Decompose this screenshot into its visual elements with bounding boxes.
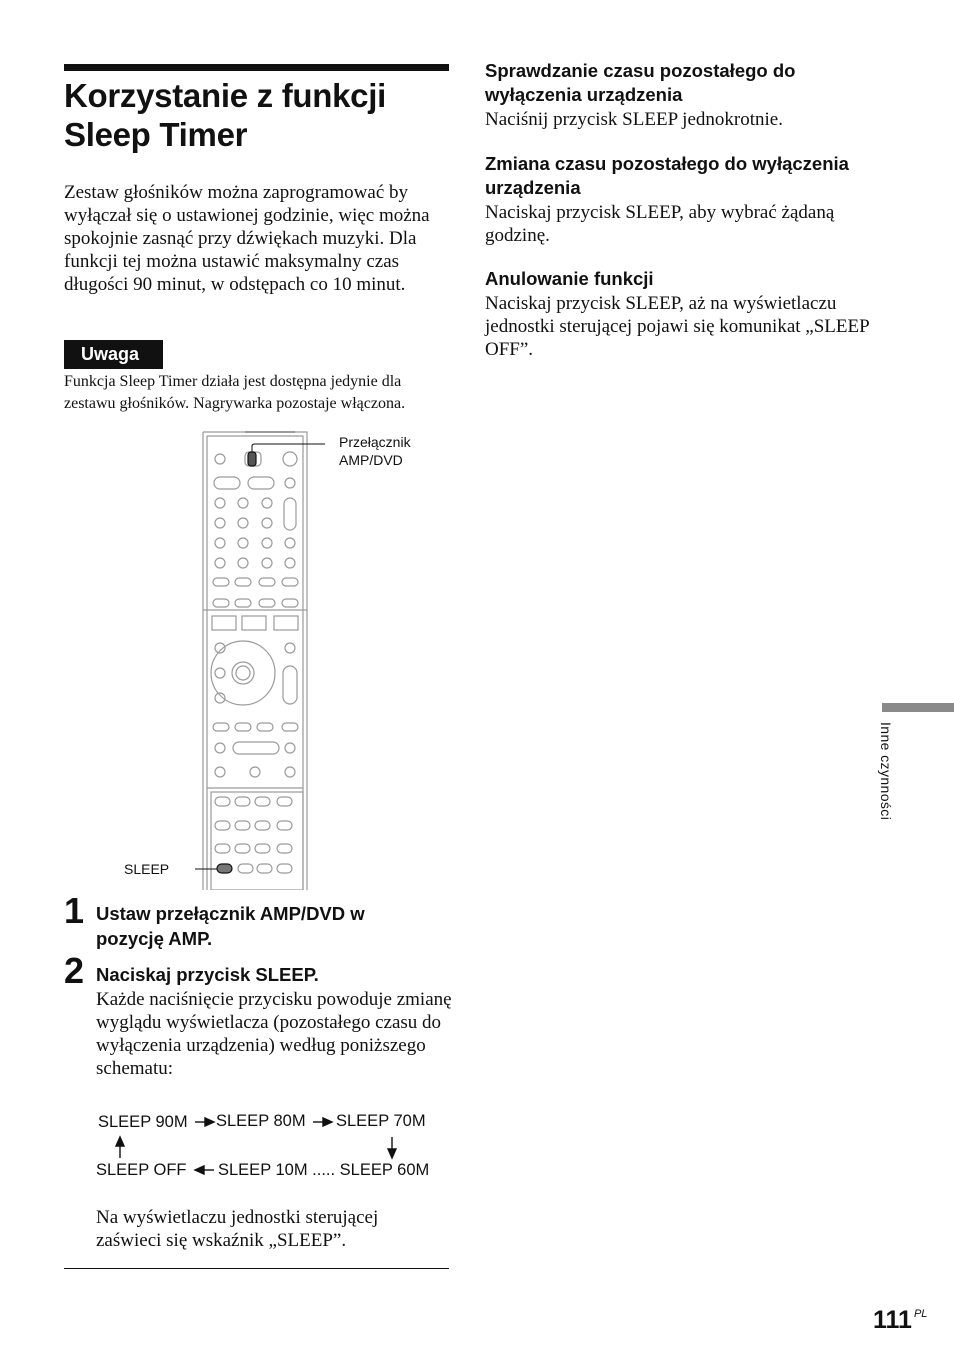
section-tab-text: Inne czynności [878,722,894,821]
step-2-number: 2 [64,950,85,991]
remote-control-illustration [195,428,325,890]
step-2-heading: Naciskaj przycisk SLEEP. [96,964,319,985]
flow-arrows [100,1110,440,1180]
note-label: Uwaga [64,340,163,369]
step-1-heading: Ustaw przełącznik AMP/DVD w pozycję AMP. [96,903,365,949]
sleep-callout: SLEEP [124,861,170,877]
switch-callout-line2: AMP/DVD [339,452,403,468]
switch-callout [339,433,411,469]
cancel-body: Naciskaj przycisk SLEEP, aż na wyświetlaczu jednostki sterującej pojawi się komunikat „SLEEP OFF”. [485,293,869,360]
note-text: Funkcja Sleep Timer działa jest dostępna jedynie dla zestawu głośników. Nagrywarka pozostaje włączona. [64,373,406,412]
change-remaining-heading: Zmiana czasu pozostałego do wyłączenia urządzenia [485,153,849,198]
page-number [873,1299,927,1335]
page-title: Korzystanie z funkcji Sleep Timer [64,77,386,153]
flow-sleep-off: SLEEP OFF [96,1161,187,1179]
intro-paragraph: Zestaw głośników można zaprogramować by wyłączał się o ustawionej godzinie, więc można spokojnie zasnąć przy dźwiękach muzyki. Dla funkcji tej można ustawić maksymalny czas długości 90 minut, w odstępach co 10 minut. [64,182,430,295]
change-remaining-body: Naciskaj przycisk SLEEP, aby wybrać żądaną godzinę. [485,202,835,246]
step-1-number: 1 [64,890,85,931]
switch-callout-line1: Przełącznik [339,434,411,450]
section-end-rule [64,1268,449,1269]
check-remaining-body: Naciśnij przycisk SLEEP jednokrotnie. [485,109,783,130]
flow-sleep-70m: SLEEP 70M [336,1112,426,1130]
check-remaining-heading: Sprawdzanie czasu pozostałego do wyłączenia urządzenia [485,60,796,105]
step-2-body: Każde naciśnięcie przycisku powoduje zmianę wyglądu wyświetlacza (pozostałego czasu do wyłączenia urządzenia) według poniższego schematu: [96,989,452,1079]
title-rule [64,64,449,71]
page-language-suffix: PL [913,1308,928,1320]
page-number-value: 111 [873,1306,912,1334]
cancel-heading: Anulowanie funkcji [485,268,654,289]
flow-sleep-90m: SLEEP 90M [98,1113,188,1131]
section-tab-label [878,722,908,852]
display-indicator-text: Na wyświetlaczu jednostki sterującej zaświeci się wskaźnik „SLEEP”. [96,1207,379,1251]
flow-sleep-10m-60m: SLEEP 10M ..... SLEEP 60M [218,1161,430,1179]
section-tab-marker [882,703,954,712]
flow-sleep-80m: SLEEP 80M [216,1112,306,1130]
